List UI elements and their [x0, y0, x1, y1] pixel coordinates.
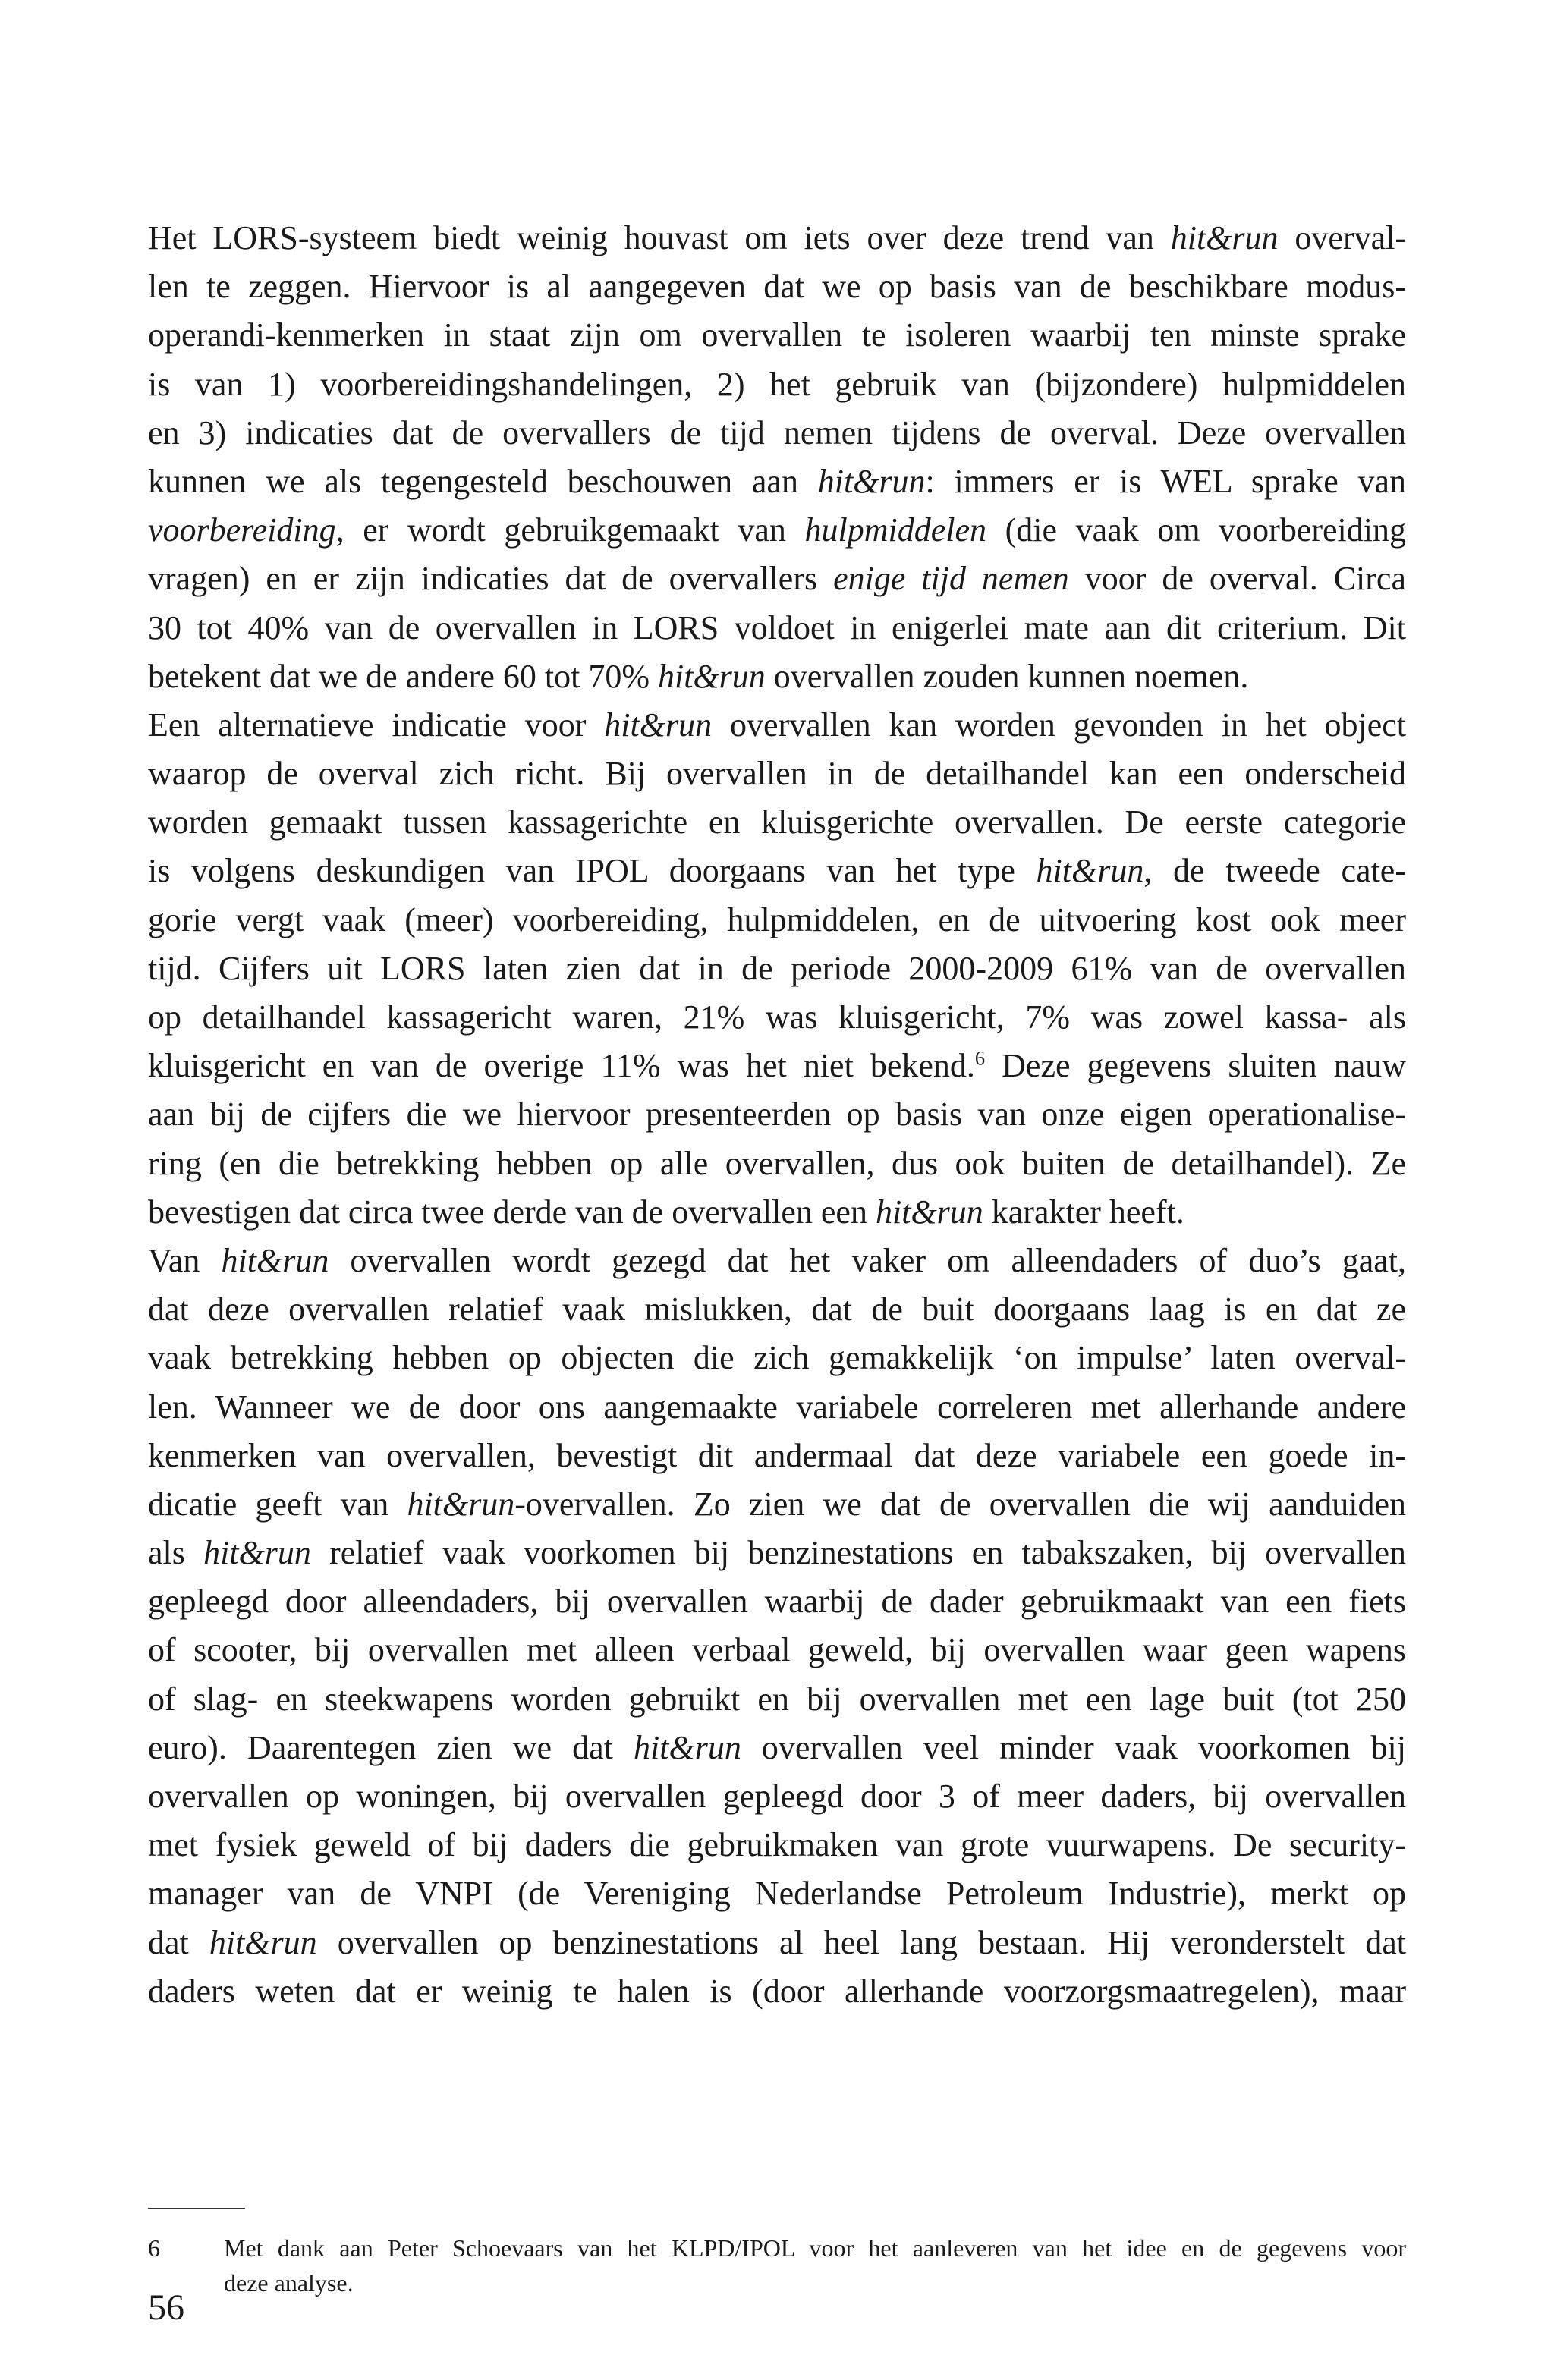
italic-term: hit&run: [657, 657, 766, 695]
text-segment: Deze gegevens sluiten nauw: [985, 1047, 1406, 1085]
text-line: [148, 1090, 1406, 1139]
text-line: [148, 1237, 1406, 1285]
text-segment: len te zeggen. Hiervoor is al aangegeven dat we op basis van de beschikbare modus-: [148, 268, 1406, 306]
text-segment: of scooter, bij overvallen met alleen verbaal geweld, bij overvallen waar geen wapens: [148, 1631, 1406, 1669]
text-line: [148, 1432, 1406, 1480]
text-line: [148, 506, 1406, 555]
text-line: [148, 1042, 1406, 1090]
text-segment: overvallen op woningen, bij overvallen gepleegd door 3 of meer daders, bij overvallen: [148, 1778, 1406, 1815]
text-segment: daders weten dat er weinig te halen is (door allerhande voorzorgsmaatregelen), maar: [148, 1972, 1406, 2010]
text-segment: betekent dat we de andere 60 tot 70%: [148, 657, 658, 695]
text-segment: dat: [148, 1923, 209, 1961]
text-segment: kenmerken van overvallen, bevestigt dit andermaal dat deze variabele een goede in-: [148, 1436, 1406, 1474]
text-line: [148, 701, 1406, 750]
text-line: [148, 1919, 1406, 1967]
text-segment: vaak betrekking hebben op objecten die zich gemakkelijk ‘on impulse’ laten overval-: [148, 1339, 1406, 1377]
text-segment: euro). Daarentegen zien we dat: [148, 1728, 634, 1766]
text-segment: overval-: [1278, 219, 1406, 256]
text-segment: , er wordt gebruikgemaakt van: [335, 511, 805, 549]
italic-term: hit&run: [604, 706, 713, 744]
italic-term: hit&run: [203, 1534, 311, 1572]
text-segment: worden gemaakt tussen kassagerichte en kluisgerichte overvallen. De eerste categorie: [148, 803, 1406, 841]
text-segment: 30 tot 40% van de overvallen in LORS voldoet in enigerlei mate aan dit criterium. Dit: [148, 608, 1406, 646]
text-segment: voor de overval. Circa: [1068, 560, 1406, 598]
text-line: [148, 1285, 1406, 1334]
body-text: [148, 214, 1406, 2016]
text-segment: en 3) indicaties dat de overvallers de tijd nemen tijdens de overval. Deze overvallen: [148, 413, 1406, 451]
text-segment: overvallen kan worden gevonden in het object: [712, 706, 1406, 744]
page-number: 56: [148, 2287, 184, 2328]
text-line: [148, 1577, 1406, 1626]
text-line: [148, 409, 1406, 457]
footnote-line: deze analyse.: [224, 2269, 354, 2297]
text-line: [148, 1724, 1406, 1772]
text-segment: Van: [148, 1241, 222, 1279]
text-line: [148, 457, 1406, 506]
text-segment: gorie vergt vaak (meer) voorbereiding, hulpmiddelen, en de uitvoering kost ook meer: [148, 901, 1406, 938]
paragraph: [148, 214, 1406, 701]
text-line: [148, 214, 1406, 263]
text-segment: len. Wanneer we de door ons aangemaakte variabele correleren met allerhande andere: [148, 1388, 1406, 1426]
text-segment: aan bij de cijfers die we hiervoor presenteerden op basis van onze eigen operationalise-: [148, 1096, 1406, 1133]
italic-term: hit&run: [817, 462, 926, 500]
text-segment: vragen) en er zijn indicaties dat de overvallers: [148, 560, 834, 598]
italic-term: enige tijd nemen: [833, 560, 1069, 598]
footnote-reference: 6: [974, 1046, 986, 1070]
text-segment: bevestigen dat circa twee derde van de overvallen een: [148, 1193, 876, 1231]
text-segment: kluisgericht en van de overige 11% was het niet bekend.: [148, 1047, 975, 1085]
text-line: [148, 1869, 1406, 1918]
text-segment: (die vaak om voorbereiding: [986, 511, 1406, 549]
text-segment: is van 1) voorbereidingshandelingen, 2) het gebruik van (bijzondere) hulpmiddelen: [148, 365, 1406, 403]
text-segment: karakter heeft.: [983, 1193, 1184, 1231]
text-segment: relatief vaak voorkomen bij benzinestations en tabakszaken, bij overvallen: [310, 1534, 1406, 1572]
text-line: [148, 1626, 1406, 1674]
italic-term: hit&run: [634, 1728, 741, 1766]
text-line: [148, 1383, 1406, 1432]
text-line: [148, 555, 1406, 603]
text-segment: overvallen wordt gezegd dat het vaker om alleendaders of duo’s gaat,: [329, 1241, 1406, 1279]
footnote-rule: [148, 2208, 245, 2209]
text-segment: of slag- en steekwapens worden gebruikt en bij overvallen met een lage buit (tot 250: [148, 1680, 1406, 1718]
text-segment: ring (en die betrekking hebben op alle overvallen, dus ook buiten de detailhandel). Ze: [148, 1144, 1406, 1182]
text-line: [148, 263, 1406, 311]
text-line: [148, 750, 1406, 798]
text-segment: dat deze overvallen relatief vaak mislukken, dat de buit doorgaans laag is en dat ze: [148, 1291, 1406, 1328]
text-line: [148, 360, 1406, 409]
text-segment: overvallen zouden kunnen noemen.: [765, 657, 1249, 695]
italic-term: hit&run: [875, 1193, 983, 1231]
footnote-line: Met dank aan Peter Schoevaars van het KLPD/IPOL voor het aanleveren van het idee en de gegevens voor: [224, 2234, 1406, 2262]
text-segment: met fysiek geweld of bij daders die gebruikmaken van grote vuurwapens. De security-: [148, 1826, 1406, 1864]
italic-term: voorbereiding: [148, 511, 336, 549]
text-segment: manager van de VNPI (de Vereniging Nederlandse Petroleum Industrie), merkt op: [148, 1875, 1406, 1913]
footnote-number: 6: [148, 2234, 160, 2262]
text-line: [148, 945, 1406, 993]
text-segment: gepleegd door alleendaders, bij overvallen waarbij de dader gebruikmaakt van een fiets: [148, 1583, 1406, 1621]
italic-term: hit&run: [221, 1241, 329, 1279]
italic-term: hit&run: [1036, 852, 1144, 890]
text-segment: op detailhandel kassagericht waren, 21% was kluisgericht, 7% was zowel kassa- als: [148, 998, 1406, 1036]
italic-term: hit&run: [407, 1485, 515, 1523]
text-line: [148, 1821, 1406, 1869]
text-line: [148, 1967, 1406, 2016]
text-segment: : immers er is WEL sprake van: [925, 462, 1407, 500]
text-line: [148, 798, 1406, 847]
text-line: [148, 993, 1406, 1042]
paragraph: [148, 701, 1406, 1237]
italic-term: hit&run: [1170, 219, 1279, 256]
text-segment: overvallen veel minder vaak voorkomen bij: [741, 1728, 1406, 1766]
text-line: [148, 847, 1406, 895]
italic-term: hulpmiddelen: [804, 511, 987, 549]
text-segment: operandi-kenmerken in staat zijn om overvallen te isoleren waarbij ten minste sprake: [148, 316, 1406, 354]
text-line: [148, 1675, 1406, 1724]
text-segment: tijd. Cijfers uit LORS laten zien dat in de periode 2000-2009 61% van de overvallen: [148, 949, 1406, 987]
text-line: [148, 1334, 1406, 1382]
text-segment: overvallen op benzinestations al heel lang bestaan. Hij veronderstelt dat: [316, 1923, 1406, 1961]
text-segment: kunnen we als tegengesteld beschouwen aan: [148, 462, 818, 500]
text-line: [148, 652, 1406, 701]
text-line: [148, 1480, 1406, 1529]
text-segment: , de tweede cate-: [1143, 852, 1406, 890]
text-line: [148, 1772, 1406, 1821]
text-segment: dicatie geeft van: [148, 1485, 407, 1523]
text-segment: als: [148, 1534, 204, 1572]
text-segment: Een alternatieve indicatie voor: [148, 706, 605, 744]
text-segment: is volgens deskundigen van IPOL doorgaans van het type: [148, 852, 1037, 890]
paragraph: [148, 1237, 1406, 2016]
text-line: [148, 311, 1406, 360]
text-segment: Het LORS-systeem biedt weinig houvast om iets over deze trend van: [148, 219, 1171, 256]
text-line: [148, 604, 1406, 652]
italic-term: hit&run: [209, 1923, 317, 1961]
text-line: [148, 1140, 1406, 1188]
text-segment: -overvallen. Zo zien we dat de overvallen die wij aanduiden: [514, 1485, 1406, 1523]
text-line: [148, 896, 1406, 945]
footnote-text: [224, 2231, 1406, 2300]
text-line: [148, 1188, 1406, 1237]
text-line: [148, 1529, 1406, 1577]
text-segment: waarop de overval zich richt. Bij overvallen in de detailhandel kan een onderscheid: [148, 755, 1406, 793]
